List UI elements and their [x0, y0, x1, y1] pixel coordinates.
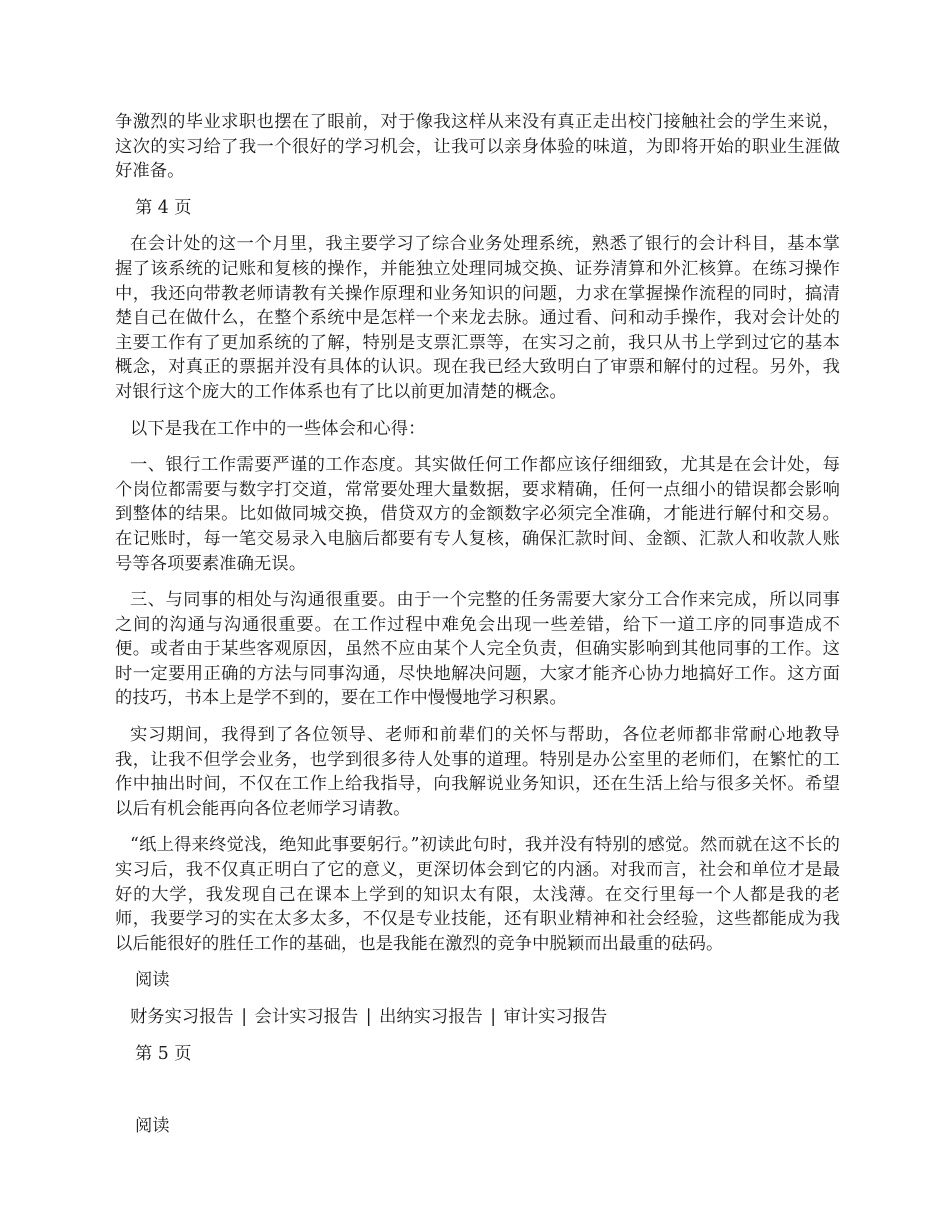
- page-number-4: 第 4 页: [135, 197, 192, 218]
- link-separator: |: [490, 1007, 497, 1027]
- paragraph-colleague-communication: 三、与同事的相处与沟通很重要。由于一个完整的任务需要大家分工合作来完成，所以同事之间的沟通与沟通很重要。在工作过程中难免会出现一些差错，给下一道工序的同事造成不便。或者由于某些客观原因，虽然不应由某个人完全负责，但确实影响到其他同事的工作。这时一定要用正确的方法与同事沟通，尽快地解决问题，大家才能齐心协力地搞好工作。这方面的技巧，书本上是学不到的，要在工作中慢慢地学习积累。: [115, 590, 840, 709]
- blank-spacer: [115, 1078, 840, 1114]
- paragraph-gratitude: 实习期间，我得到了各位领导、老师和前辈们的关怀与帮助，各位老师都非常耐心地教导我，让我不但学会业务，也学到很多待人处事的道理。特别是办公室里的老师们，在繁忙的工作中抽出时间，不仅在工作上给我指导，向我解说业务知识，还在生活上给与很多关怀。希望以后有机会能再向各位老师学习请教。: [115, 725, 840, 819]
- link-cashier-report[interactable]: 出纳实习报告: [379, 1007, 483, 1027]
- link-audit-report[interactable]: 审计实习报告: [503, 1007, 608, 1027]
- paragraph-intro-continuation: 争激烈的毕业求职也摆在了眼前，对于像我这样从来没有真正走出校门接触社会的学生来说，这次的实习给了我一个很好的学习机会，让我可以亲身体验的味道，为即将开始的职业生涯做好准备。: [115, 112, 840, 182]
- link-finance-report[interactable]: 财务实习报告: [130, 1007, 234, 1027]
- paragraph-conclusion: “纸上得来终觉浅，绝知此事要躬行。”初读此句时，我并没有特别的感觉。然而就在这不长的实习后，我不仅真正明白了它的意义，更深切体会到它的内涵。对我而言，社会和单位才是最好的大学，我发现自己在课本上学到的知识太有限，太浅薄。在交行里每一个人都是我的老师，我要学习的实在太多太多，不仅是专业技能，还有职业精神和社会经验，这些都能成为我以后能很好的胜任工作的基础，也是我能在激烈的竞争中脱颖而出最重的砝码。: [115, 835, 840, 954]
- paragraph-rigorous-attitude: 一、银行工作需要严谨的工作态度。其实做任何工作都应该仔细细致，尤其是在会计处，每个岗位都需要与数字打交道，常常要处理大量数据，要求精确，任何一点细小的错误都会影响到整体的结果。比如做同城交换，借贷双方的金额数字必须完全准确，才能进行解付和交易。在记账时，每一笔交易录入电脑后都要有专人复核，确保汇款时间、金额、汇款人和收款人账号等各项要素准确无误。: [115, 455, 840, 574]
- document-page: [115, 110, 840, 1151]
- page-number-5: 第 5 页: [135, 1043, 192, 1064]
- read-label-bottom: 阅读: [135, 1116, 170, 1137]
- paragraph-experiences-heading: 以下是我在工作中的一些体会和心得：: [130, 418, 426, 439]
- link-separator: |: [241, 1007, 248, 1027]
- related-reports-links: [115, 1005, 840, 1030]
- link-separator: |: [365, 1007, 372, 1027]
- paragraph-accounting-dept: 在会计处的这一个月里，我主要学习了综合业务处理系统，熟悉了银行的会计科目，基本掌握了该系统的记账和复核的操作，并能独立处理同城交换、证券清算和外汇核算。在练习操作中，我还向带教老师请教有关操作原理和业务知识的问题，力求在掌握操作流程的同时，搞清楚自己在做什么，在整个系统中是怎样一个来龙去脉。通过看、问和动手操作，我对会计处的主要工作有了更加系统的了解，特别是支票汇票等，在实习之前，我只从书上学到过它的基本概念，对真正的票据并没有具体的认识。现在我已经大致明白了审票和解付的过程。另外，我对银行这个庞大的工作体系也有了比以前更加清楚的概念。: [115, 234, 840, 402]
- read-label: 阅读: [135, 970, 170, 991]
- link-accounting-report[interactable]: 会计实习报告: [254, 1007, 359, 1027]
